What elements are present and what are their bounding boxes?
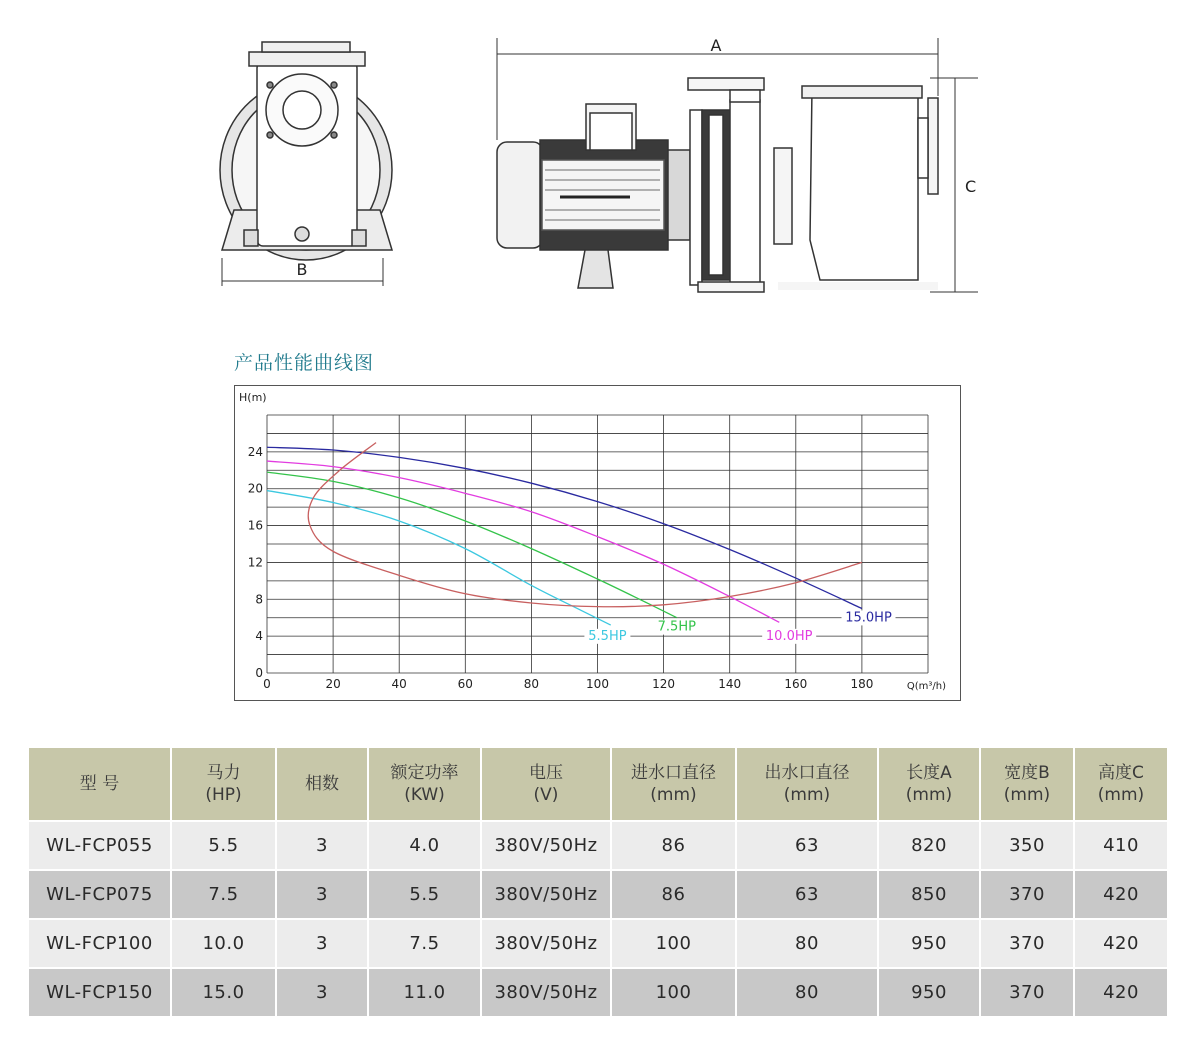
table-cell: 820 (878, 821, 980, 870)
series-label: 15.0HP (845, 610, 892, 626)
performance-chart-container (234, 385, 961, 701)
table-header-cell (171, 747, 276, 821)
x-tick-label: 0 (263, 677, 271, 691)
table-header-cell (276, 747, 368, 821)
table-cell: 380V/50Hz (481, 870, 611, 919)
y-tick-label: 24 (247, 444, 263, 459)
x-tick-label: 120 (652, 677, 676, 691)
table-header-cell (611, 747, 736, 821)
table-cell: 950 (878, 919, 980, 968)
header-unit: (mm) (650, 785, 697, 805)
table-cell: 10.0 (171, 919, 276, 968)
table-cell: WL-FCP150 (28, 968, 171, 1017)
header-unit: (mm) (1003, 785, 1051, 805)
table-cell: 380V/50Hz (481, 821, 611, 870)
dimension-a-label: A (710, 36, 722, 55)
x-tick-label: 80 (523, 677, 540, 691)
y-tick-label: 8 (255, 592, 263, 607)
table-header-cell (878, 747, 980, 821)
table-cell: 5.5 (171, 821, 276, 870)
table-header-cell (368, 747, 481, 821)
header-unit: (mm) (1097, 785, 1145, 805)
table-header-cell (980, 747, 1074, 821)
table-cell: 850 (878, 870, 980, 919)
x-tick-label: 40 (391, 677, 407, 691)
table-cell: WL-FCP075 (28, 870, 171, 919)
table-cell: 350 (980, 821, 1074, 870)
spec-table (27, 746, 1169, 1018)
table-cell: 63 (736, 821, 878, 870)
table-cell: 3 (276, 821, 368, 870)
chart-title: 产品性能曲线图 (234, 352, 375, 374)
table-cell: 100 (611, 919, 736, 968)
table-cell: WL-FCP055 (28, 821, 171, 870)
table-cell: 5.5 (368, 870, 481, 919)
header-title: 高度C (1098, 763, 1144, 783)
performance-chart (234, 385, 961, 701)
x-tick-label: 160 (784, 677, 808, 691)
x-axis-label: Q(m³/h) (906, 681, 946, 692)
x-tick-label: 60 (457, 677, 473, 691)
spec-table-header-row (28, 747, 1168, 821)
table-cell: 3 (276, 968, 368, 1017)
header-unit: (mm) (905, 785, 953, 805)
table-cell: 4.0 (368, 821, 481, 870)
table-cell: 100 (611, 968, 736, 1017)
table-cell: 15.0 (171, 968, 276, 1017)
table-cell: 3 (276, 919, 368, 968)
y-axis-label: H(m) (239, 391, 267, 404)
header-title: 型 号 (79, 774, 120, 794)
table-header-cell (1074, 747, 1168, 821)
table-cell: 80 (736, 919, 878, 968)
x-tick-label: 100 (586, 677, 609, 691)
table-cell: 420 (1074, 919, 1168, 968)
header-title: 电压 (529, 763, 563, 783)
header-title: 马力 (206, 763, 241, 783)
header-title: 长度A (906, 763, 952, 783)
header-unit: (KW) (404, 785, 445, 805)
table-cell: 80 (736, 968, 878, 1017)
header-title: 额定功率 (390, 763, 459, 783)
table-cell: 7.5 (171, 870, 276, 919)
series-label: 5.5HP (588, 628, 627, 644)
header-title: 出水口直径 (764, 763, 850, 783)
table-cell: 370 (980, 870, 1074, 919)
table-cell: 380V/50Hz (481, 919, 611, 968)
table-row (28, 968, 1168, 1017)
header-title: 相数 (305, 774, 339, 794)
pump-front-view (220, 42, 392, 260)
table-row (28, 821, 1168, 870)
pump-side-view (497, 78, 938, 292)
table-cell: 7.5 (368, 919, 481, 968)
header-unit: (mm) (783, 785, 831, 805)
table-header-cell (481, 747, 611, 821)
x-tick-label: 180 (850, 677, 874, 691)
pump-technical-drawing (0, 0, 1200, 310)
series-label: 7.5HP (657, 619, 696, 635)
header-title: 进水口直径 (631, 763, 716, 783)
table-cell: 63 (736, 870, 878, 919)
header-title: 宽度B (1004, 763, 1050, 783)
y-tick-label: 20 (247, 481, 263, 496)
series-label: 10.0HP (765, 628, 813, 644)
header-unit: (HP) (205, 785, 242, 805)
y-tick-label: 16 (247, 518, 263, 533)
dimension-c-label: C (965, 177, 977, 196)
table-cell: 420 (1074, 870, 1168, 919)
table-cell: WL-FCP100 (28, 919, 171, 968)
table-cell: 11.0 (368, 968, 481, 1017)
table-cell: 3 (276, 870, 368, 919)
x-tick-label: 140 (718, 677, 742, 691)
table-cell: 950 (878, 968, 980, 1017)
y-tick-label: 0 (255, 666, 263, 680)
table-cell: 410 (1074, 821, 1168, 870)
y-tick-label: 4 (255, 629, 263, 644)
table-cell: 370 (980, 968, 1074, 1017)
table-row (28, 870, 1168, 919)
dimension-b-label: B (296, 260, 308, 279)
y-tick-label: 12 (247, 555, 263, 570)
table-row (28, 919, 1168, 968)
table-header-cell (736, 747, 878, 821)
table-cell: 420 (1074, 968, 1168, 1017)
x-tick-label: 20 (325, 677, 341, 691)
table-cell: 380V/50Hz (481, 968, 611, 1017)
header-unit: (V) (533, 785, 559, 805)
table-cell: 86 (611, 870, 736, 919)
table-cell: 86 (611, 821, 736, 870)
table-cell: 370 (980, 919, 1074, 968)
table-header-cell (28, 747, 171, 821)
